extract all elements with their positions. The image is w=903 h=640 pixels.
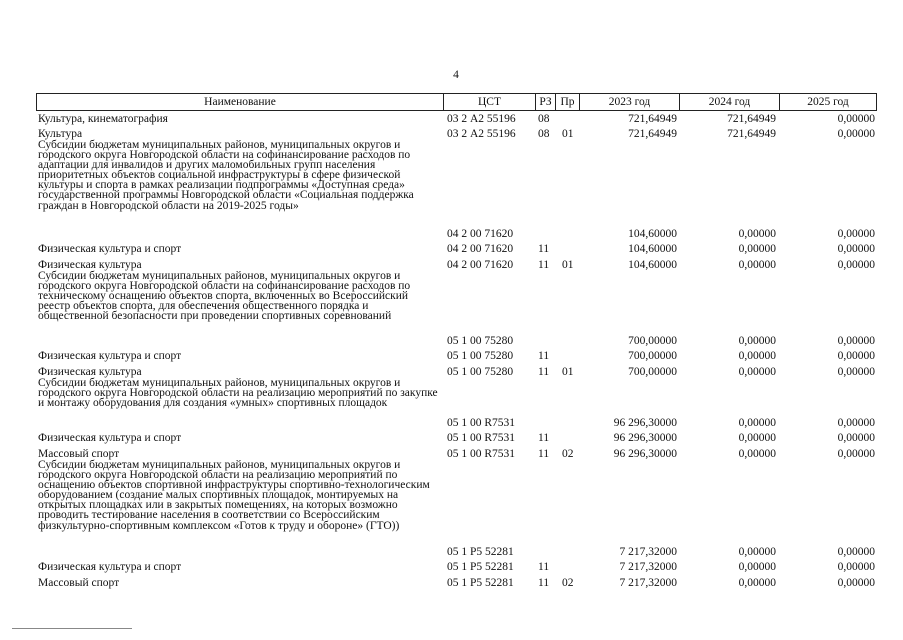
- row-pr: 02: [562, 576, 574, 589]
- row-cst: 05 1 Р5 52281: [447, 560, 514, 573]
- row-2023: 96 296,30000: [613, 431, 677, 444]
- row-name: Физическая культура и спорт: [38, 560, 182, 573]
- row-name: Субсидии бюджетам муниципальных районов, муниципальных округов и городского округа Новгородской области на реализацию мероприятий по оснащению объектов спортивной инфраструктуры спортивно-технологическим оборудованием (создание малых спортивных площадок, монтируемых на открытых площадках или в закрытых помещениях, на которых возможно проводить тестирование населения в соответствии со Всероссийским физкультурно-спортивным комплексом «Готов к труду и обороне» (ГТО)): [38, 459, 430, 532]
- row-2023: 104,60000: [628, 242, 677, 255]
- row-2024: 0,00000: [738, 545, 776, 558]
- row-cst: 05 1 Р5 52281: [447, 576, 514, 589]
- row-2024: 0,00000: [738, 242, 776, 255]
- header-cst: ЦСТ: [443, 94, 535, 110]
- row-rz: 11: [538, 560, 550, 573]
- row-2024: 0,00000: [738, 334, 776, 347]
- header-2025: 2025 год: [779, 94, 876, 110]
- row-name: Физическая культура и спорт: [38, 349, 182, 362]
- row-name: Физическая культура и спорт: [38, 242, 182, 255]
- row-name: Культура: [38, 127, 83, 140]
- row-2024: 0,00000: [738, 227, 776, 240]
- row-2024: 721,64949: [727, 112, 776, 125]
- row-2025: 0,00000: [837, 227, 875, 240]
- row-2025: 0,00000: [837, 112, 875, 125]
- row-rz: 11: [538, 349, 550, 362]
- row-cst: 05 1 00 R7531: [447, 416, 516, 429]
- row-2024: 0,00000: [738, 576, 776, 589]
- row-2023: 721,64949: [628, 112, 677, 125]
- table-row: [36, 378, 877, 428]
- table-row: [36, 460, 877, 557]
- row-cst: 03 2 А2 55196: [447, 112, 516, 125]
- row-cst: 05 1 00 R7531: [447, 431, 516, 444]
- header-rz: РЗ: [535, 94, 555, 110]
- row-name: Физическая культура: [38, 365, 142, 378]
- row-rz: 11: [538, 242, 550, 255]
- row-2025: 0,00000: [837, 242, 875, 255]
- table-row: [36, 271, 877, 346]
- row-2023: 7 217,32000: [619, 545, 677, 558]
- row-cst: 05 1 00 R7531: [447, 447, 516, 460]
- row-2024: 721,64949: [727, 127, 776, 140]
- row-2025: 0,00000: [837, 560, 875, 573]
- row-2024: 0,00000: [738, 258, 776, 271]
- row-cst: 05 1 00 75280: [447, 349, 514, 362]
- row-2025: 0,00000: [837, 127, 875, 140]
- row-rz: 11: [538, 431, 550, 444]
- row-pr: 01: [562, 127, 574, 140]
- row-2023: 96 296,30000: [613, 447, 677, 460]
- row-rz: 11: [538, 576, 550, 589]
- row-name: Физическая культура: [38, 258, 142, 271]
- page-number: 4: [453, 69, 459, 81]
- row-name: Физическая культура и спорт: [38, 431, 182, 444]
- header-name: Наименование: [204, 96, 276, 108]
- header-2023: 2023 год: [579, 94, 679, 110]
- table-row: [36, 365, 877, 377]
- table-row: [36, 447, 877, 459]
- row-2023: 7 217,32000: [619, 560, 677, 573]
- row-2025: 0,00000: [837, 431, 875, 444]
- row-cst: 04 2 00 71620: [447, 242, 514, 255]
- footer-divider: [12, 628, 132, 629]
- row-rz: 11: [538, 258, 550, 271]
- row-2025: 0,00000: [837, 545, 875, 558]
- row-2025: 0,00000: [837, 365, 875, 378]
- row-name: Субсидии бюджетам муниципальных районов, муниципальных округов и городского округа Новгородской области на софинансирование расходов по техническому оснащению объектов спорта, включенных во Всероссийский реестр объектов спорта, для обеспечения общественного порядка и общественной безопасности при проведении спортивных соревнований: [38, 270, 411, 323]
- row-name: Субсидии бюджетам муниципальных районов, муниципальных округов и городского округа Новгородской области на софинансирование расходов по адаптации для инвалидов и других маломобильных групп населения приоритетных объектов социальной инфраструктуры в сфере физической культуры и спорта в рамках реализации подпрограммы «Доступная среда» государственной программы Новгородской области «Социальная поддержка граждан в Новгородской области на 2019-2025 годы»: [38, 139, 414, 212]
- row-rz: 11: [538, 365, 550, 378]
- row-2024: 0,00000: [738, 349, 776, 362]
- row-name: Субсидии бюджетам муниципальных районов, муниципальных округов и городского округа Новгородской области на реализацию мероприятий по закупке и монтажу оборудования для создания «умных» спортивных площадок: [38, 377, 438, 410]
- row-2023: 96 296,30000: [613, 416, 677, 429]
- table-row: [36, 431, 877, 443]
- row-2023: 700,00000: [628, 349, 677, 362]
- row-rz: 08: [538, 112, 550, 125]
- table-row: [36, 349, 877, 361]
- row-cst: 05 1 Р5 52281: [447, 545, 514, 558]
- row-cst: 05 1 00 75280: [447, 334, 514, 347]
- row-2023: 721,64949: [628, 127, 677, 140]
- row-rz: 08: [538, 127, 550, 140]
- row-pr: 01: [562, 258, 574, 271]
- table-row: [36, 140, 877, 239]
- table-row: [36, 127, 877, 139]
- row-2025: 0,00000: [837, 416, 875, 429]
- row-pr: 02: [562, 447, 574, 460]
- table-row: [36, 242, 877, 254]
- row-name: Культура, кинематография: [38, 112, 168, 125]
- row-2024: 0,00000: [738, 431, 776, 444]
- row-2024: 0,00000: [738, 416, 776, 429]
- row-2023: 104,60000: [628, 258, 677, 271]
- row-2025: 0,00000: [837, 334, 875, 347]
- table-row: [36, 576, 877, 588]
- table-row: [36, 112, 877, 124]
- row-rz: 11: [538, 447, 550, 460]
- row-name: Массовый спорт: [38, 576, 120, 589]
- row-2024: 0,00000: [738, 560, 776, 573]
- row-2023: 7 217,32000: [619, 576, 677, 589]
- table-row: [36, 258, 877, 270]
- row-2024: 0,00000: [738, 447, 776, 460]
- table-row: [36, 560, 877, 572]
- header-2024: 2024 год: [679, 94, 779, 110]
- row-2023: 700,00000: [628, 334, 677, 347]
- header-pr: Пр: [555, 94, 579, 110]
- row-cst: 03 2 А2 55196: [447, 127, 516, 140]
- row-2023: 104,60000: [628, 227, 677, 240]
- row-pr: 01: [562, 365, 574, 378]
- row-2025: 0,00000: [837, 349, 875, 362]
- row-cst: 04 2 00 71620: [447, 258, 514, 271]
- row-2023: 700,00000: [628, 365, 677, 378]
- row-2025: 0,00000: [837, 576, 875, 589]
- row-name: Массовый спорт: [38, 447, 120, 460]
- row-cst: 04 2 00 71620: [447, 227, 514, 240]
- row-cst: 05 1 00 75280: [447, 365, 514, 378]
- row-2024: 0,00000: [738, 365, 776, 378]
- row-2025: 0,00000: [837, 258, 875, 271]
- row-2025: 0,00000: [837, 447, 875, 460]
